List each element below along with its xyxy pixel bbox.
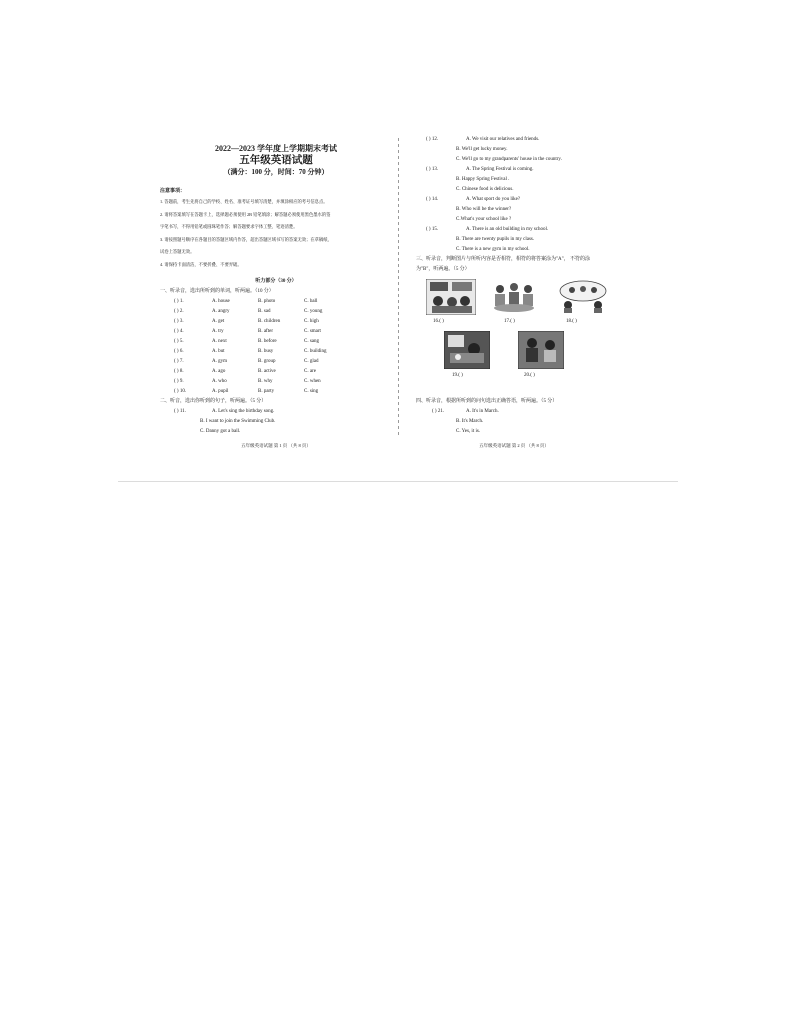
question-number: ( ) 5.	[174, 339, 184, 344]
option-b: B. active	[258, 369, 276, 374]
option-b: B. Happy Spring Festival .	[456, 177, 510, 182]
option-b: B. group	[258, 359, 276, 364]
section-4-heading: 四、听录音，根据所听到的问句选出正确答语，听两遍。（5 分）	[416, 399, 558, 404]
option-b: B. photo	[258, 299, 276, 304]
picture-19-label: 19.( )	[452, 373, 463, 378]
question-item-15	[416, 225, 612, 255]
option-b: B. I want to join the Swimming Club.	[200, 419, 276, 424]
question-number: ( ) 14.	[426, 197, 439, 202]
picture-17	[492, 281, 536, 313]
question-row	[160, 367, 392, 377]
scan-edge-line	[118, 481, 678, 482]
question-row	[160, 377, 392, 387]
option-b: B. before	[258, 339, 277, 344]
question-item-13	[416, 165, 612, 195]
option-a: A. The Spring Festival is coming.	[466, 167, 534, 172]
option-b: B. There are twenty pupils in my class.	[456, 237, 535, 242]
section-2-heading: 二、听音，选出你听到的句子，听两遍。（5 分）	[160, 399, 267, 404]
question-number: ( ) 2.	[174, 309, 184, 314]
option-a: A. ago	[212, 369, 226, 374]
question-row	[160, 387, 392, 397]
option-c: C. glad	[304, 359, 319, 364]
listening-heading: 听力部分（30 分）	[255, 279, 297, 284]
picture-20	[518, 331, 564, 369]
option-a: A. angry	[212, 309, 230, 314]
question-number: ( ) 11.	[174, 409, 186, 414]
option-c: C. young	[304, 309, 323, 314]
option-c: C. high	[304, 319, 319, 324]
option-c: C. Chinese food is delicious.	[456, 187, 514, 192]
option-a: A. gym	[212, 359, 227, 364]
option-a: A. get	[212, 319, 225, 324]
section-1-list	[160, 297, 392, 397]
picture-19	[444, 331, 490, 369]
option-b: B. It's March.	[456, 419, 484, 424]
picture-18	[558, 279, 608, 313]
option-b: B. after	[258, 329, 273, 334]
option-c: C. There is a new gym in my school.	[456, 247, 530, 252]
page-1-footer: 五年级英语试题 第 1 页 （共 8 页）	[241, 443, 311, 448]
notice-line: 2. 请将答案填写在答题卡上，选择题必须使用 2B 铅笔填涂；解答题必须使用黑色墨水的签	[160, 211, 331, 217]
question-number: ( ) 13.	[426, 167, 439, 172]
option-c: C. sing	[304, 389, 319, 394]
exam-page-1	[160, 135, 392, 437]
notice-line: 3. 请按照题号顺序在各题目的答题区域内作答，超出答题区域书写的答案无效；在草稿纸、	[160, 236, 332, 242]
question-row	[160, 347, 392, 357]
option-b: B. sad	[258, 309, 271, 314]
option-a: A. try	[212, 329, 224, 334]
option-a: A. There is an old building in my school.	[466, 227, 549, 232]
question-row	[160, 327, 392, 337]
option-a: A. but	[212, 349, 225, 354]
page-2-footer: 五年级英语试题 第 2 页 （共 8 页）	[479, 443, 549, 448]
picture-20-label: 20.( )	[524, 373, 535, 378]
question-number: ( ) 15.	[426, 227, 439, 232]
option-a: A. house	[212, 299, 230, 304]
question-number: ( ) 9.	[174, 379, 184, 384]
option-b: B. Who will be the winner?	[456, 207, 512, 212]
option-c: C. ball	[304, 299, 318, 304]
option-c: C. Danny got a ball.	[200, 429, 241, 434]
question-number: ( ) 21.	[432, 409, 445, 414]
question-number: ( ) 4.	[174, 329, 184, 334]
notice-line: 1. 答题前，考生先将自己的学校、姓名、准考证号填写清楚，并填涂相应的考号信息点。	[160, 199, 328, 204]
exam-main-title: 五年级英语试题	[239, 155, 313, 166]
notice-list	[160, 196, 392, 271]
notice-line: 4. 请保持卡面清洁，不要折叠、不要弄破。	[160, 261, 242, 267]
question-item-12	[416, 135, 612, 165]
option-b: B. busy	[258, 349, 274, 354]
question-number: ( ) 1.	[174, 299, 184, 304]
option-b: B. children	[258, 319, 281, 324]
option-c: C. sang	[304, 339, 319, 344]
question-number: ( ) 10.	[174, 389, 187, 394]
question-number: ( ) 12.	[426, 137, 439, 142]
picture-18-label: 18.( )	[566, 319, 577, 324]
option-a: A. Let's sing the birthday song.	[212, 409, 275, 414]
section-3-heading-line-2: 为"B"，听两遍。（5 分）	[416, 267, 470, 272]
question-row	[160, 357, 392, 367]
option-b: B. We'll get lucky money.	[456, 147, 508, 152]
picture-16	[426, 279, 476, 315]
option-c: C. We'll go to my grandparents' house in the country.	[456, 157, 562, 162]
option-a: A. What sport do you like?	[466, 197, 521, 202]
question-number: ( ) 3.	[174, 319, 184, 324]
notice-line: 字笔书写，不得用铅笔或圆珠笔作答；解答题要求字体工整、笔迹清楚。	[160, 224, 298, 229]
question-row	[416, 407, 612, 417]
option-c: C. are	[304, 369, 316, 374]
question-row	[160, 337, 392, 347]
question-number: ( ) 8.	[174, 369, 184, 374]
picture-16-label: 16.( )	[433, 319, 444, 324]
option-c: C. building	[304, 349, 327, 354]
question-row	[160, 407, 392, 417]
option-b: B. party	[258, 389, 275, 394]
picture-grid	[416, 279, 612, 397]
page-divider	[398, 138, 399, 438]
notice-line: 试卷上答题无效。	[160, 249, 195, 254]
option-a: A. pupil	[212, 389, 229, 394]
question-number: ( ) 7.	[174, 359, 184, 364]
option-c: C. Yes, it is.	[456, 429, 481, 434]
question-row	[160, 297, 392, 307]
question-row	[160, 307, 392, 317]
option-a: A. who	[212, 379, 227, 384]
option-a: A. We visit our relatives and friends.	[466, 137, 540, 142]
notice-heading: 注意事项：	[160, 189, 186, 194]
option-a: A. next	[212, 339, 227, 344]
picture-17-label: 17.( )	[504, 319, 515, 324]
section-3-heading-line-1: 三、听录音，判断图片与所听内容是否相符，相符的将答案涂为"A"， 不符的涂	[416, 257, 590, 262]
exam-year-title: 2022—2023 学年度上学期期末考试	[215, 144, 337, 153]
question-number: ( ) 6.	[174, 349, 184, 354]
exam-subtitle: （满分：100 分，时间：70 分钟）	[223, 168, 329, 176]
exam-page-2	[416, 135, 612, 437]
section-1-heading: 一、听录音，选出所听到的单词，听两遍。（10 分）	[160, 289, 274, 294]
option-b: B. why	[258, 379, 273, 384]
question-item-14	[416, 195, 612, 225]
option-a: A. It's in March.	[466, 409, 499, 414]
option-c: C. smart	[304, 329, 321, 334]
question-row	[160, 317, 392, 327]
option-c: C.What's your school like ?	[456, 217, 512, 222]
option-c: C. when	[304, 379, 321, 384]
